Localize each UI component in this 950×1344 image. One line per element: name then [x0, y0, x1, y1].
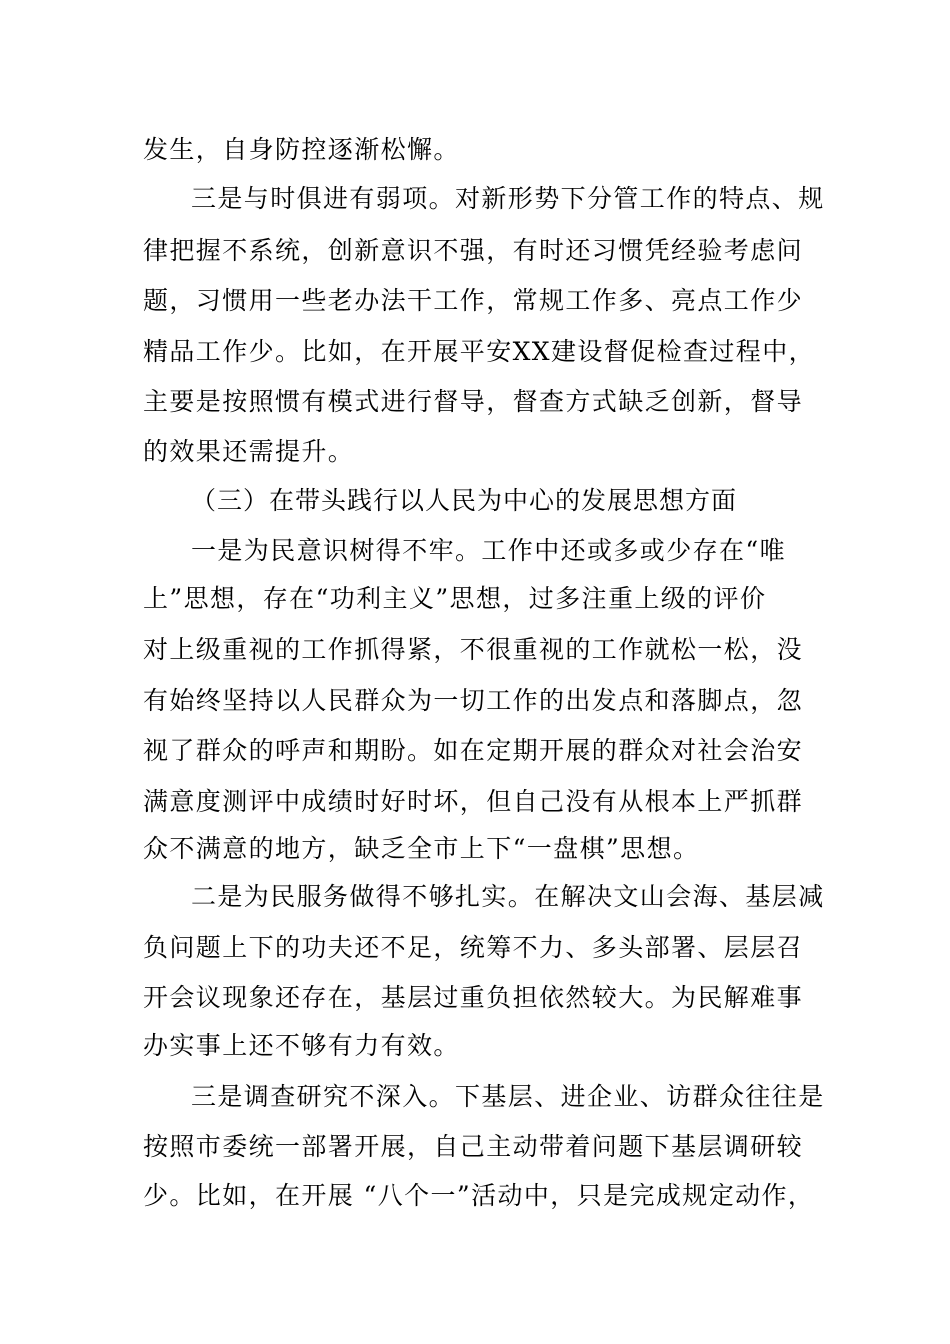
text-line-10: 上”思想，存在“功利主义”思想，过多注重上级的评价	[143, 584, 767, 613]
text-line-4: 题，习惯用一些老办法干工作，常规工作多、亮点工作少	[143, 286, 804, 315]
text-line-20: 三是调查研究不深入。下基层、进企业、访群众往往是	[191, 1082, 825, 1111]
text-line-18: 开会议现象还存在，基层过重负担依然较大。为民解难事	[143, 983, 804, 1012]
text-line-15: 众不满意的地方，缺乏全市上下“一盘棋”思想。	[143, 834, 700, 863]
text-line-22: 少。比如，在开展 “八个一”活动中，只是完成规定动作，	[143, 1181, 815, 1210]
text-line-19: 办实事上还不够有力有效。	[143, 1031, 460, 1060]
text-line-14: 满意度测评中成绩时好时坏，但自己没有从根本上严抓群	[143, 787, 804, 816]
text-line-16: 二是为民服务做得不够扎实。在解决文山会海、基层减	[191, 882, 825, 911]
text-line-17: 负问题上下的功夫还不足，统筹不力、多头部署、层层召	[143, 933, 804, 962]
text-line-1: 发生，自身防控逐渐松懈。	[143, 135, 460, 164]
section-heading: （三）在带头践行以人民为中心的发展思想方面	[191, 486, 738, 515]
text-line-9: 一是为民意识树得不牢。工作中还或多或少存在“唯	[191, 536, 786, 565]
text-line-2: 三是与时俱进有弱项。对新形势下分管工作的特点、规	[191, 184, 825, 213]
text-line-7: 的效果还需提升。	[143, 437, 355, 466]
text-line-21: 按照市委统一部署开展，自己主动带着问题下基层调研较	[143, 1132, 804, 1161]
text-line-11: 对上级重视的工作抓得紧，不很重视的工作就松一松，没	[143, 635, 804, 664]
text-line-12: 有始终坚持以人民群众为一切工作的出发点和落脚点，忽	[143, 686, 804, 715]
text-line-6: 主要是按照惯有模式进行督导，督查方式缺乏创新，督导	[143, 387, 804, 416]
text-line-3: 律把握不系统，创新意识不强，有时还习惯凭经验考虑问	[143, 236, 804, 265]
text-line-13: 视了群众的呼声和期盼。如在定期开展的群众对社会治安	[143, 736, 804, 765]
text-line-5: 精品工作少。比如，在开展平安XX建设督促检查过程中，	[143, 337, 815, 366]
